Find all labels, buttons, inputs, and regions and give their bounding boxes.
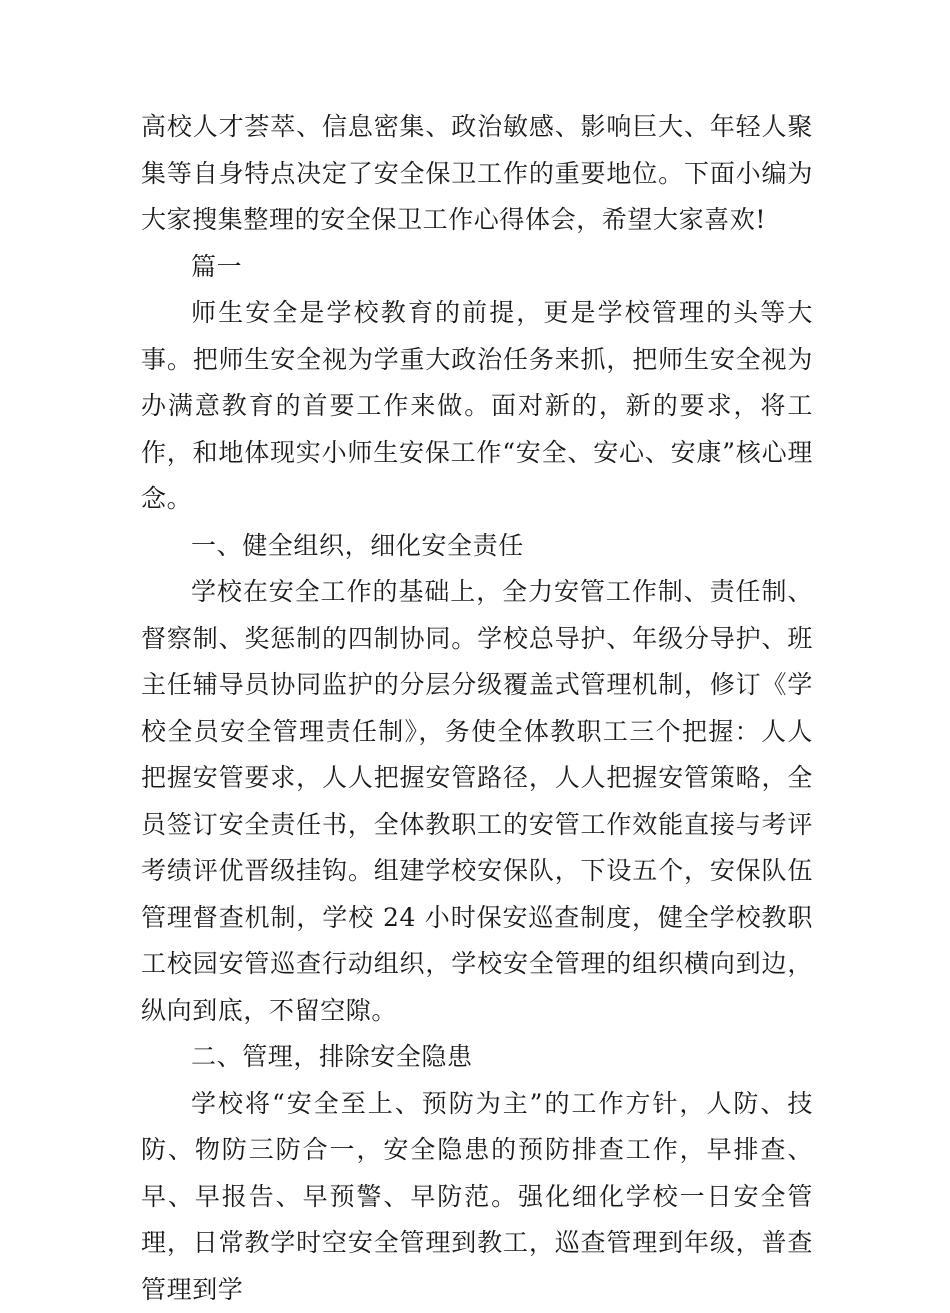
document-body [141, 104, 813, 1313]
subheading-organization: 一、健全组织，细化安全责任 [141, 523, 813, 570]
subheading-management: 二、管理，排除安全隐患 [141, 1034, 813, 1081]
intro-paragraph: 高校人才荟萃、信息密集、政治敏感、影响巨大、年轻人聚集等自身特点决定了安全保卫工作的重要地位。下面小编为大家搜集整理的安全保卫工作心得体会，希望大家喜欢! [141, 104, 813, 244]
section-heading-part-one: 篇一 [141, 244, 813, 291]
body-paragraph-safety-premise: 师生安全是学校教育的前提，更是学校管理的头等大事。把师生安全视为学重大政治任务来抓，把师生安全视为办满意教育的首要工作来做。面对新的，新的要求，将工作，和地体现实小师生安保工作“安全、安心、安康”核心理念。 [141, 290, 813, 523]
body-paragraph-organization: 学校在安全工作的基础上，全力安管工作制、责任制、督察制、奖惩制的四制协同。学校总导护、年级分导护、班主任辅导员协同监护的分层分级覆盖式管理机制，修订《学校全员安全管理责任制》，务使全体教职工三个把握：人人把握安管要求，人人把握安管路径，人人把握安管策略，全员签订安全责任书，全体教职工的安管工作效能直接与考评考绩评优晋级挂钩。组建学校安保队，下设五个，安保队伍管理督查机制，学校 24 小时保安巡查制度，健全学校教职工校园安管巡查行动组织，学校安全管理的组织横向到边，纵向到底，不留空隙。 [141, 569, 813, 1034]
body-paragraph-management: 学校将“安全至上、预防为主”的工作方针，人防、技防、物防三防合一，安全隐患的预防排查工作，早排查、早、早报告、早预警、早防范。强化细化学校一日安全管理，日常教学时空安全管理到教工，巡查管理到年级，普查管理到学 [141, 1081, 813, 1313]
